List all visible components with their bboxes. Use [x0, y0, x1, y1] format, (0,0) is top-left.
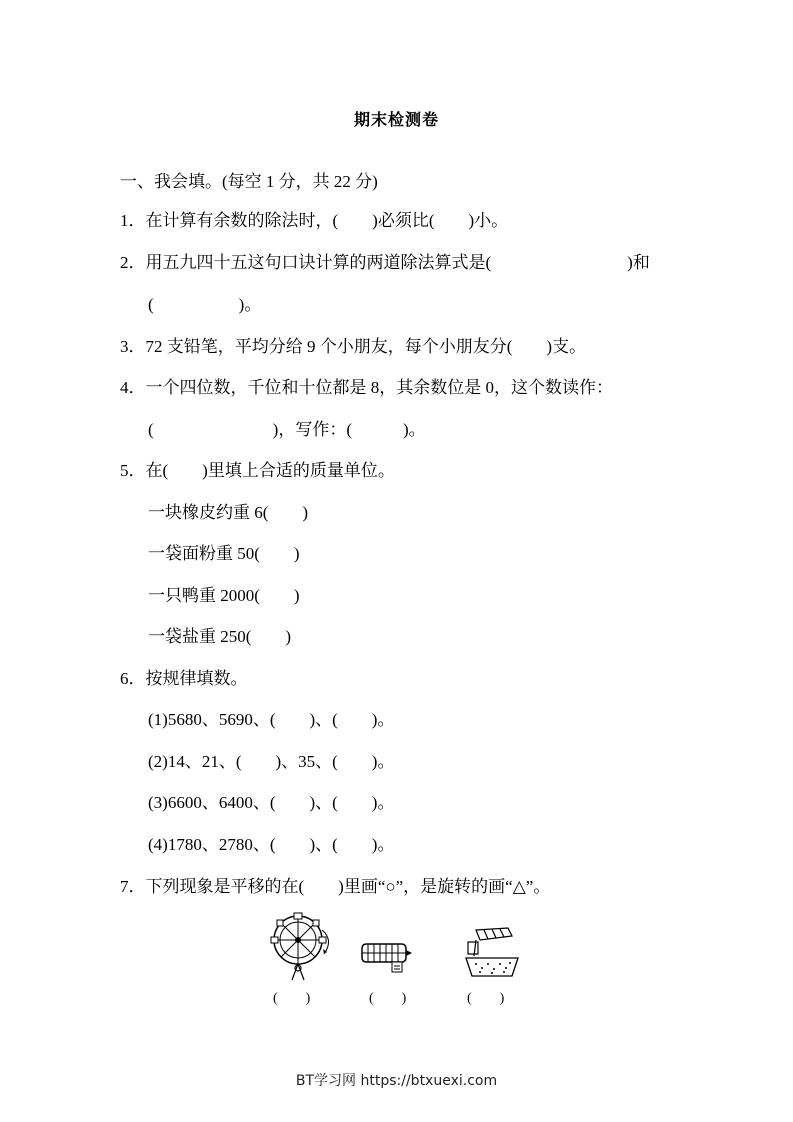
footer-watermark: BT学习网 https://btxuexi.com: [295, 1073, 498, 1089]
question-5: 5．在( )里填上合适的质量单位。: [120, 461, 395, 480]
excavator-icon: [460, 924, 524, 982]
answer-blank: ( ): [273, 991, 311, 1006]
question-2-line-1: 2．用五九四十五这句口诀计算的两道除法算式是( )和: [120, 253, 650, 272]
question-5-item: 一袋盐重 250( ): [148, 627, 292, 646]
page-title: 期末检测卷: [353, 112, 439, 129]
question-6-item: (3)6600、6400、( )、( )。: [148, 793, 395, 812]
question-3: 3．72 支铅笔，平均分给 9 个小朋友，每个小朋友分( )支。: [120, 337, 587, 356]
question-2-line-2: ( )。: [148, 295, 262, 314]
question-5-item: 一袋面粉重 50( ): [148, 544, 300, 563]
question-7: 7．下列现象是平移的在( )里画“○”，是旋转的画“△”。: [120, 877, 551, 896]
question-5-item: 一块橡皮约重 6( ): [148, 503, 309, 522]
question-1: 1．在计算有余数的除法时，( )必须比( )小。: [120, 211, 509, 230]
question-5-item: 一只鸭重 2000( ): [148, 586, 300, 605]
ferris-wheel-icon: [262, 912, 338, 984]
question-4-line-2: ( )，写作：( )。: [148, 420, 426, 439]
conveyor-belt-icon: [358, 938, 414, 982]
question-6-item: (4)1780、2780、( )、( )。: [148, 835, 395, 854]
question-6-item: (2)14、21、( )、35、( )。: [148, 752, 395, 771]
answer-blank: ( ): [369, 991, 407, 1006]
question-6: 6．按规律填数。: [120, 669, 248, 688]
question-6-item: (1)5680、5690、( )、( )。: [148, 710, 395, 729]
question-4-line-1: 4．一个四位数，千位和十位都是 8，其余数位是 0，这个数读作：: [120, 378, 613, 397]
answer-blank: ( ): [467, 991, 505, 1006]
section-heading: 一、我会填。(每空 1 分，共 22 分): [120, 172, 378, 191]
